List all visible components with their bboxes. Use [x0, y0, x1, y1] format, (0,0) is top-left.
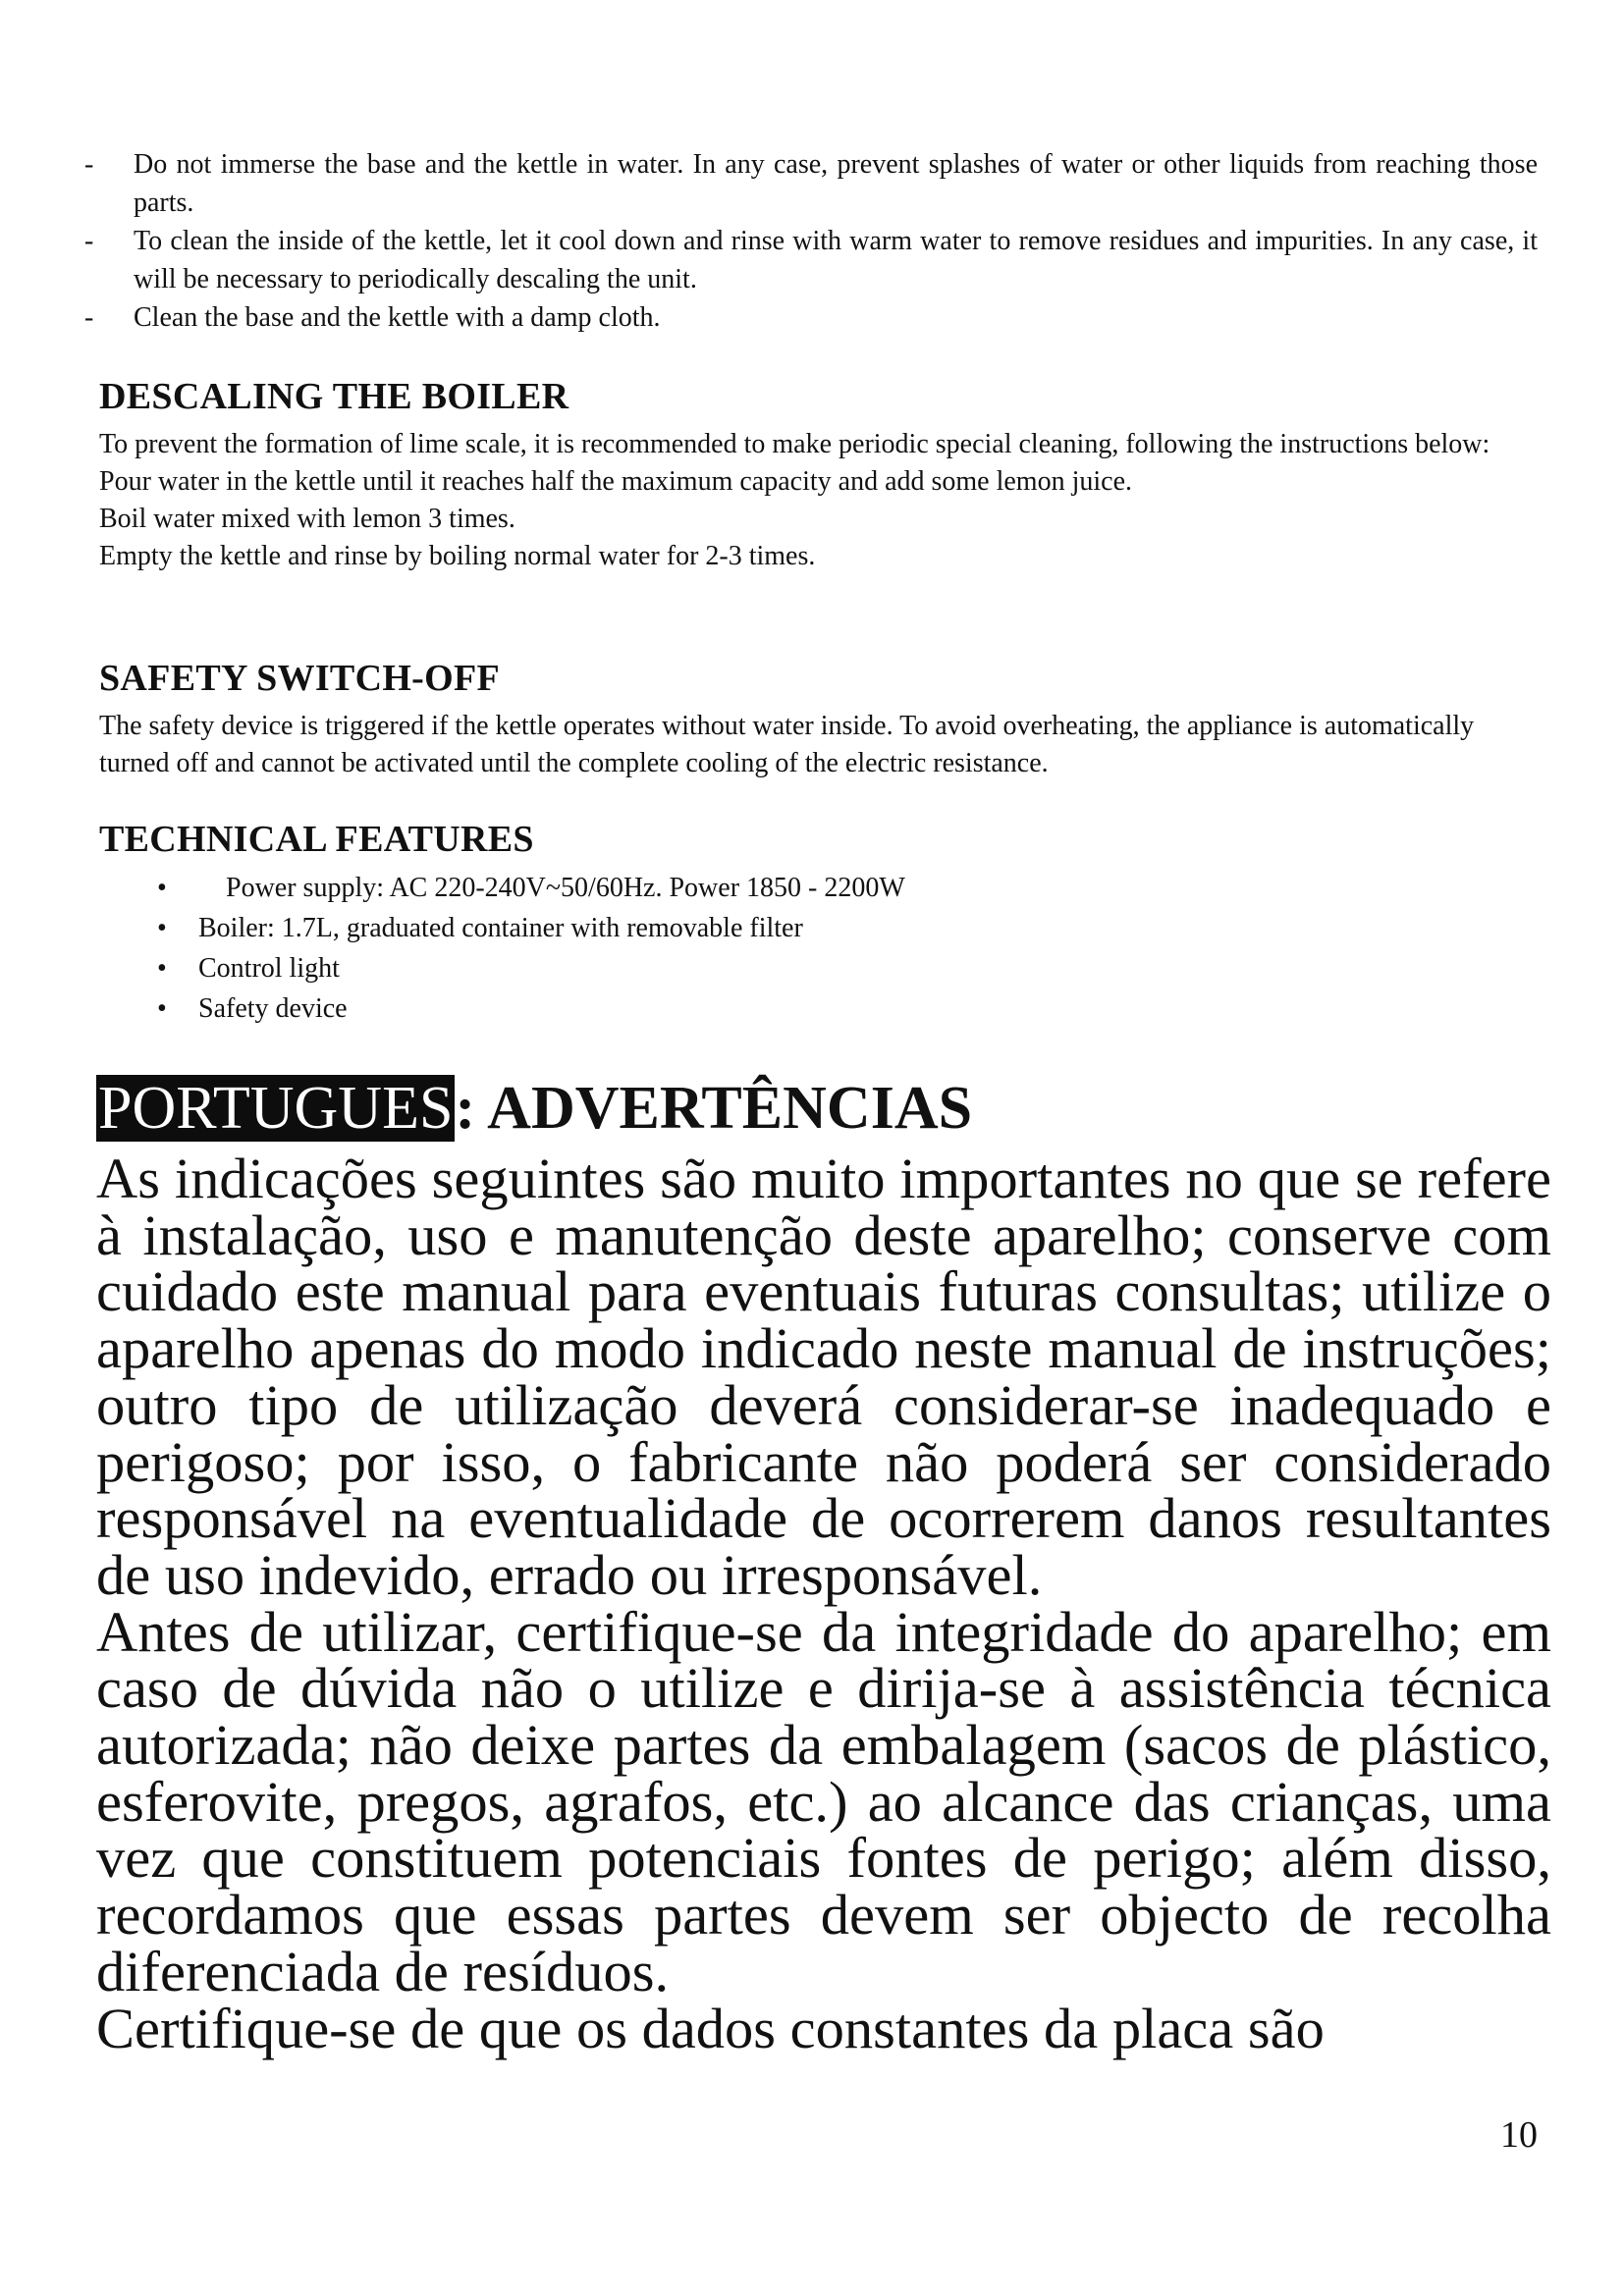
bullet-icon: • [157, 953, 167, 984]
descaling-paragraph: To prevent the formation of lime scale, it is recommended to make periodic special cleaning, following the instructions below: [99, 429, 1490, 459]
cleaning-instructions [84, 145, 1538, 337]
descaling-paragraph: Boil water mixed with lemon 3 times. [99, 504, 515, 534]
warning-paragraph: As indicações seguintes são muito importantes no que se refere à instalação, uso e manutenção deste aparelho; conserve com cuidado este manual para eventuais futuras consultas; utilize o aparelho apenas do modo indicado neste manual de instruções; outro tipo de utilização deverá considerar-se inadequado e perigoso; por isso, o fabricante não poderá ser considerado responsável na eventualidade de ocorrerem danos resultantes de uso indevido, errado ou irresponsável. [96, 1147, 1551, 1607]
safety-title: SAFETY SWITCH-OFF [99, 658, 501, 699]
language-label: PORTUGUES [98, 1075, 454, 1142]
feature-item: • Power supply: AC 220-240V~50/60Hz. Power 1850 - 2200W [157, 868, 905, 908]
warning-paragraph: Antes de utilizar, certifique-se da integridade do aparelho; em caso de dúvida não o utilize e dirija-se à assistência técnica autorizada; não deixe partes da embalagem (sacos de plástico, esferovite, pregos, agrafos, etc.) ao alcance das crianças, uma vez que constituem potenciais fontes de perigo; além disso, recordamos que essas partes devem ser objecto de recolha diferenciada de resíduos. [96, 1599, 1551, 2003]
technical-title: TECHNICAL FEATURES [99, 819, 534, 860]
bullet-icon: • [157, 913, 167, 943]
cleaning-item: - Clean the base and the kettle with a damp cloth. [84, 302, 661, 333]
feature-item: • Safety device [157, 988, 905, 1029]
portuguese-heading [96, 1072, 972, 1145]
bullet-icon: • [157, 993, 167, 1024]
descaling-body [99, 426, 1540, 575]
descaling-paragraph: Empty the kettle and rinse by boiling normal water for 2-3 times. [99, 541, 816, 571]
feature-item: • Control light [157, 948, 905, 988]
safety-body [99, 708, 1540, 782]
descaling-paragraph: Pour water in the kettle until it reaches half the maximum capacity and add some lemon juice. [99, 466, 1132, 497]
portuguese-warnings [96, 1147, 1551, 2060]
warnings-title: : ADVERTÊNCIAS [455, 1075, 973, 1142]
cleaning-item: - Do not immerse the base and the kettle in water. In any case, prevent splashes of water or other liquids from reaching those parts. [84, 149, 1538, 218]
warning-paragraph: Certifique-se de que os dados constantes da placa são [96, 1996, 1325, 2060]
cleaning-item: - To clean the inside of the kettle, let it cool down and rinse with warm water to remove residues and impurities. In any case, it will be necessary to periodically descaling the unit. [84, 226, 1538, 294]
bullet-icon: • [157, 873, 167, 903]
descaling-title: DESCALING THE BOILER [99, 376, 569, 417]
technical-features-list [157, 868, 905, 1029]
safety-paragraph: The safety device is triggered if the kettle operates without water inside. To avoid overheating, the appliance is automatically turned off and cannot be activated until the complete cooling of the electric resistance. [99, 711, 1475, 778]
page-number: 10 [1500, 2114, 1538, 2156]
feature-item: • Boiler: 1.7L, graduated container with removable filter [157, 908, 905, 948]
